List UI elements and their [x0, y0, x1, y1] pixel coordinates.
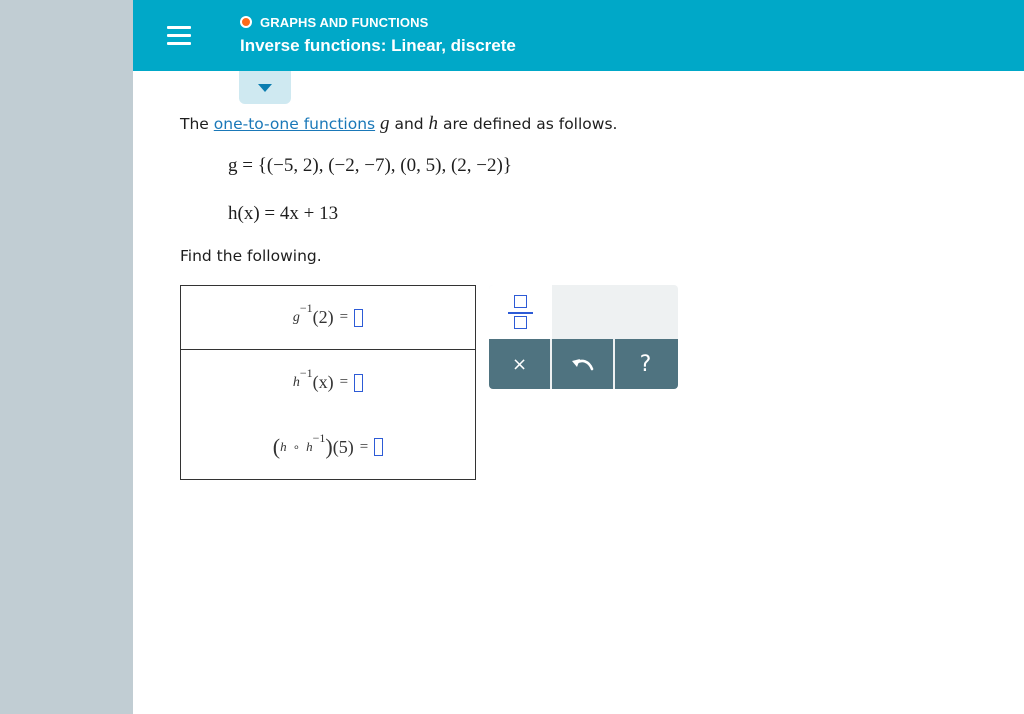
math-palette: [489, 285, 678, 389]
answer-input-1[interactable]: [354, 309, 363, 327]
open-paren: (: [272, 434, 281, 459]
one-to-one-functions-link[interactable]: one-to-one functions: [213, 115, 376, 133]
var-g: g: [380, 113, 390, 134]
answer-row-h-inverse: [181, 350, 475, 415]
equals-sign: =: [359, 438, 369, 455]
help-button[interactable]: ?: [639, 351, 652, 377]
fraction-icon: [514, 295, 527, 308]
inverse-superscript: −1: [299, 301, 313, 315]
equals-sign: =: [339, 374, 349, 390]
h-definition: h(x) = 4x + 13: [228, 203, 339, 224]
var-h: h: [428, 113, 439, 134]
undo-button[interactable]: [552, 339, 613, 389]
answer-table: [180, 285, 476, 480]
problem-intro: [180, 113, 617, 135]
answer-row-g-inverse: [181, 286, 475, 350]
fn-h: h: [306, 439, 313, 454]
answer-input-2[interactable]: [354, 374, 363, 392]
close-paren: ): [325, 434, 333, 459]
fraction-bar: [508, 312, 533, 314]
fn-h: h: [292, 374, 300, 390]
hamburger-menu-icon[interactable]: [165, 22, 193, 50]
find-instruction: Find the following.: [180, 247, 322, 265]
inverse-superscript: −1: [299, 366, 313, 380]
answer-input-3[interactable]: [374, 438, 383, 456]
intro-and: and: [389, 115, 429, 133]
equals-sign: =: [339, 309, 349, 325]
argument: (5): [332, 436, 354, 457]
intro-suffix: are defined as follows.: [438, 115, 618, 133]
chevron-down-icon: [258, 84, 272, 92]
fn-h: h: [280, 439, 287, 454]
argument: (x): [312, 372, 334, 392]
fraction-button[interactable]: [489, 285, 552, 339]
fraction-denominator-box: [514, 316, 527, 329]
collapse-toggle-button[interactable]: [239, 71, 291, 104]
argument: (2): [312, 307, 334, 327]
left-sidebar: [0, 0, 133, 714]
topic-row: [240, 13, 428, 31]
fn-g: g: [292, 309, 300, 325]
topic-label: GRAPHS AND FUNCTIONS: [260, 14, 429, 30]
answer-row-composition: [181, 415, 475, 479]
intro-prefix: The: [180, 115, 214, 133]
g-definition: g = {(−5, 2), (−2, −7), (0, 5), (2, −2)}: [228, 155, 512, 176]
inverse-superscript: −1: [312, 430, 326, 445]
clear-button[interactable]: ×: [511, 353, 528, 375]
topic-dot-icon: [240, 16, 252, 28]
undo-icon: [570, 355, 596, 373]
palette-toolbar: [489, 339, 678, 389]
page-title: Inverse functions: Linear, discrete: [240, 36, 516, 55]
compose-symbol: ∘: [292, 439, 301, 454]
